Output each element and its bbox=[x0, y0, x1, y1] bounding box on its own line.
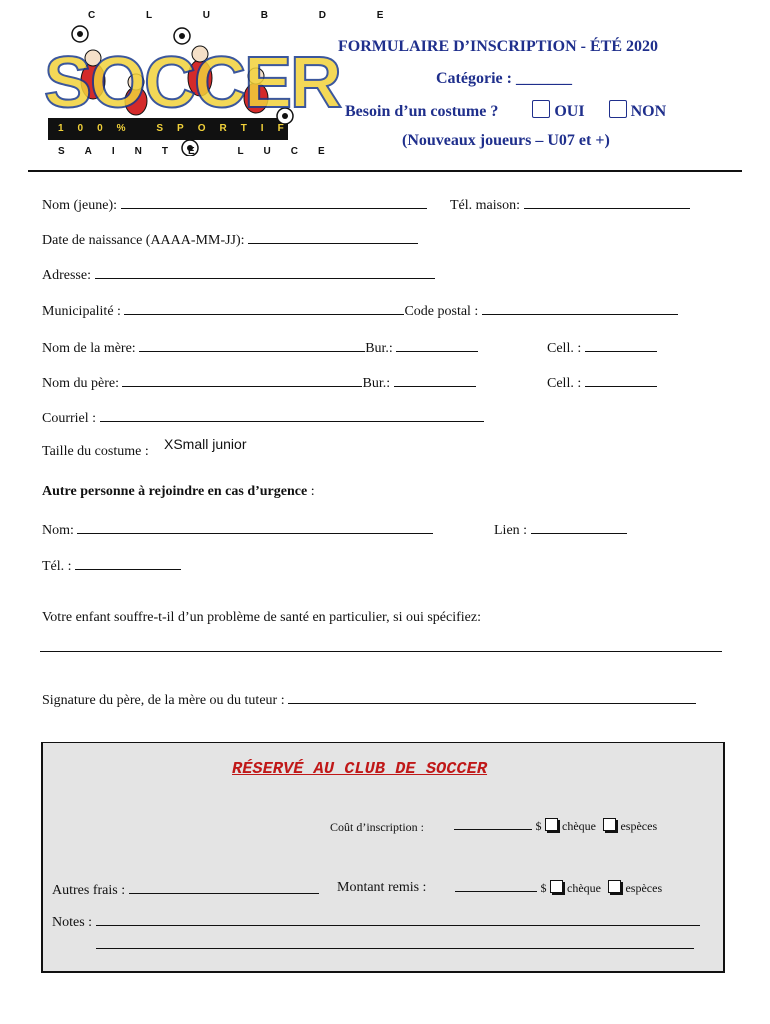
cell-2-field[interactable] bbox=[585, 373, 657, 387]
montant-field[interactable] bbox=[455, 878, 537, 892]
cell-1-label: Cell. : bbox=[547, 341, 582, 356]
form-title: FORMULAIRE D’INSCRIPTION - ÉTÉ 2020 bbox=[338, 38, 659, 55]
notes-label: Notes : bbox=[52, 915, 93, 930]
nom-mere-field[interactable] bbox=[139, 338, 365, 352]
cell-2-label: Cell. : bbox=[547, 376, 582, 391]
nom-pere-field[interactable] bbox=[122, 373, 362, 387]
oui-label: OUI bbox=[554, 103, 585, 120]
bur-2-field[interactable] bbox=[394, 373, 476, 387]
sante-question: Votre enfant souffre-t-il d’un problème de santé en particulier, si oui spécifiez: bbox=[42, 610, 481, 625]
date-naissance-label: Date de naissance (AAAA-MM-JJ): bbox=[42, 233, 245, 248]
cheque-2-label: chèque bbox=[567, 881, 601, 895]
row-nom-mere bbox=[42, 338, 478, 357]
sante-field[interactable] bbox=[40, 651, 722, 652]
notes-field-1[interactable] bbox=[96, 912, 700, 926]
logo-main-text: SOCCER bbox=[44, 43, 341, 123]
cheque-1-label: chèque bbox=[562, 819, 596, 833]
code-postal-label: Code postal : bbox=[404, 304, 479, 319]
costume-question-text: Besoin d’un costume ? bbox=[345, 103, 499, 120]
logo-bottom-text: SAINTE LUCE bbox=[58, 146, 345, 157]
montant-remis-label: Montant remis : bbox=[337, 880, 427, 895]
taille-label: Taille du costume : bbox=[42, 444, 149, 459]
dollar-2: $ bbox=[540, 881, 547, 895]
especes-2-checkbox[interactable] bbox=[608, 880, 621, 893]
nom-jeune-label: Nom (jeune): bbox=[42, 198, 118, 213]
cheque-1-checkbox[interactable] bbox=[545, 818, 558, 831]
row-montant bbox=[455, 878, 662, 897]
logo-band-text: 100% SPORTIF bbox=[58, 123, 298, 134]
signature-field[interactable] bbox=[288, 690, 696, 704]
non-label: NON bbox=[630, 103, 667, 120]
nom-mere-label: Nom de la mère: bbox=[42, 341, 136, 356]
non-checkbox[interactable] bbox=[609, 100, 627, 118]
bur-1-label: Bur.: bbox=[365, 341, 393, 356]
row-cell-1 bbox=[547, 338, 657, 357]
club-logo bbox=[18, 6, 408, 157]
bur-2-label: Bur.: bbox=[362, 376, 391, 391]
tel-maison-field[interactable] bbox=[524, 195, 690, 209]
row-urgence-title bbox=[42, 484, 315, 500]
logo-top-text: C L U B D E bbox=[88, 10, 408, 21]
nom-jeune-field[interactable] bbox=[121, 195, 427, 209]
urgence-colon: : bbox=[310, 484, 315, 499]
code-postal-field[interactable] bbox=[482, 301, 678, 315]
oui-checkbox[interactable] bbox=[532, 100, 550, 118]
row-nom-jeune bbox=[42, 195, 427, 214]
row-cout bbox=[454, 816, 657, 835]
signature-label: Signature du père, de la mère ou du tuteur : bbox=[42, 693, 285, 708]
header-divider bbox=[28, 170, 742, 172]
adresse-field[interactable] bbox=[95, 265, 435, 279]
row-notes bbox=[52, 912, 700, 931]
urg-tel-field[interactable] bbox=[75, 556, 181, 570]
cout-field[interactable] bbox=[454, 816, 532, 830]
courriel-field[interactable] bbox=[100, 408, 484, 422]
row-cell-2 bbox=[547, 373, 657, 392]
especes-2-label: espèces bbox=[625, 881, 663, 895]
row-municipalite bbox=[42, 301, 678, 320]
dollar-1: $ bbox=[535, 819, 542, 833]
cout-label: Coût d’inscription : bbox=[330, 820, 424, 834]
autres-frais-label: Autres frais : bbox=[52, 883, 126, 898]
taille-value[interactable]: XSmall junior bbox=[164, 436, 247, 452]
especes-1-checkbox[interactable] bbox=[603, 818, 616, 831]
cheque-2-checkbox[interactable] bbox=[550, 880, 563, 893]
urg-nom-field[interactable] bbox=[77, 520, 433, 534]
row-urg-lien bbox=[494, 520, 627, 539]
municipalite-label: Municipalité : bbox=[42, 304, 121, 319]
adresse-label: Adresse: bbox=[42, 268, 91, 283]
courriel-label: Courriel : bbox=[42, 411, 97, 426]
reserved-title: RÉSERVÉ AU CLUB DE SOCCER bbox=[232, 760, 488, 779]
urgence-title: Autre personne à rejoindre en cas d’urgence bbox=[42, 484, 308, 499]
cell-1-field[interactable] bbox=[585, 338, 657, 352]
row-urg-tel bbox=[42, 556, 181, 575]
bur-1-field[interactable] bbox=[396, 338, 478, 352]
autres-frais-field[interactable] bbox=[129, 880, 319, 894]
row-nom-pere bbox=[42, 373, 476, 392]
municipalite-field[interactable] bbox=[124, 301, 404, 315]
urg-nom-label: Nom: bbox=[42, 523, 74, 538]
tel-maison-label: Tél. maison: bbox=[450, 198, 520, 213]
costume-question bbox=[345, 100, 666, 121]
nom-pere-label: Nom du père: bbox=[42, 376, 119, 391]
row-signature bbox=[42, 690, 696, 709]
row-adresse bbox=[42, 265, 435, 284]
form-subtitle: (Nouveaux joueurs – U07 et +) bbox=[402, 132, 610, 149]
row-date-naissance bbox=[42, 230, 418, 249]
category-label: Catégorie : _______ bbox=[436, 70, 572, 87]
notes-field-2[interactable] bbox=[96, 948, 694, 949]
row-autres-frais bbox=[52, 880, 319, 899]
especes-1-label: espèces bbox=[620, 819, 658, 833]
row-urg-nom bbox=[42, 520, 433, 539]
date-naissance-field[interactable] bbox=[248, 230, 418, 244]
row-tel-maison bbox=[450, 195, 690, 214]
urg-tel-label: Tél. : bbox=[42, 559, 72, 574]
row-courriel bbox=[42, 408, 484, 427]
urg-lien-label: Lien : bbox=[494, 523, 528, 538]
urg-lien-field[interactable] bbox=[531, 520, 627, 534]
